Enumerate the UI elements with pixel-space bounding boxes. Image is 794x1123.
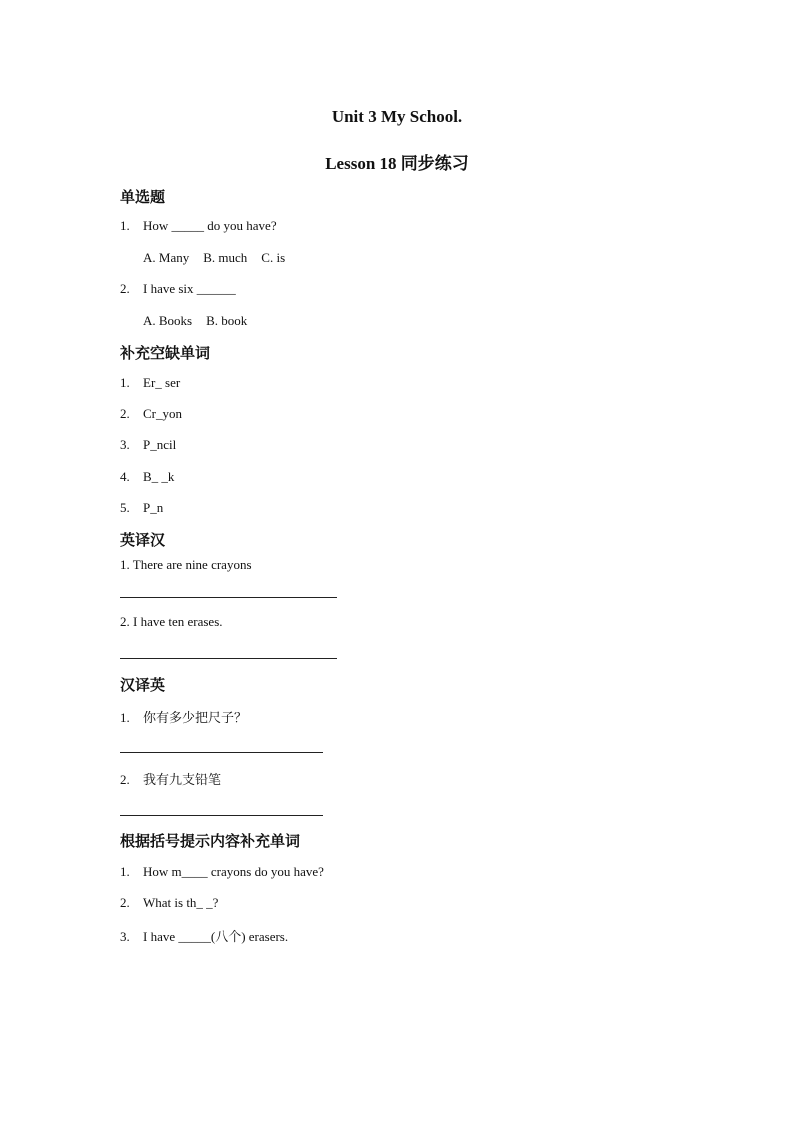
option-a: A. Books (143, 313, 193, 328)
list-item: 3. I have _____(八个) erasers. (120, 929, 289, 944)
list-item: 1. There are nine crayons (120, 557, 252, 572)
list-item: 4. B_ _k (120, 469, 175, 484)
list-item: 5. P_n (120, 500, 164, 515)
question-2-options (143, 313, 261, 329)
answer-line[interactable] (120, 658, 337, 659)
section-heading-single-choice: 单选题 (120, 188, 166, 206)
list-item: 1. Er_ ser (120, 375, 181, 390)
list-item: 1. How m____ crayons do you have? (120, 864, 324, 879)
list-item: 2. What is th_ _? (120, 895, 219, 910)
question-1-options (143, 250, 299, 266)
page-title: Unit 3 My School. (331, 107, 463, 126)
question-text: How _____ do you have? (143, 218, 277, 233)
question-number: 1. (120, 218, 130, 233)
answer-line[interactable] (120, 752, 323, 753)
list-item: 2. Cr_yon (120, 406, 182, 421)
question-1 (120, 218, 277, 234)
option-a: A. Many (143, 250, 190, 265)
option-b: B. book (206, 313, 248, 328)
section-heading-fill-letters: 补充空缺单词 (120, 344, 211, 362)
section-heading-en-to-cn: 英译汉 (120, 531, 166, 549)
lesson-subtitle: Lesson 18 同步练习 (325, 154, 469, 173)
question-text: I have six ______ (143, 281, 236, 296)
question-2 (120, 281, 236, 297)
option-c: C. is (261, 250, 286, 265)
option-b: B. much (203, 250, 248, 265)
section-heading-fill-by-hint: 根据括号提示内容补充单词 (120, 832, 301, 850)
list-item: 2. 我有九支铅笔 (120, 772, 222, 788)
answer-line[interactable] (120, 815, 323, 816)
section-heading-cn-to-en: 汉译英 (120, 676, 166, 694)
question-number: 2. (120, 281, 130, 296)
list-item: 2. I have ten erases. (120, 614, 223, 629)
answer-line[interactable] (120, 597, 337, 598)
list-item: 3. P_ncil (120, 437, 177, 452)
list-item: 1. 你有多少把尺子？ (120, 710, 248, 726)
